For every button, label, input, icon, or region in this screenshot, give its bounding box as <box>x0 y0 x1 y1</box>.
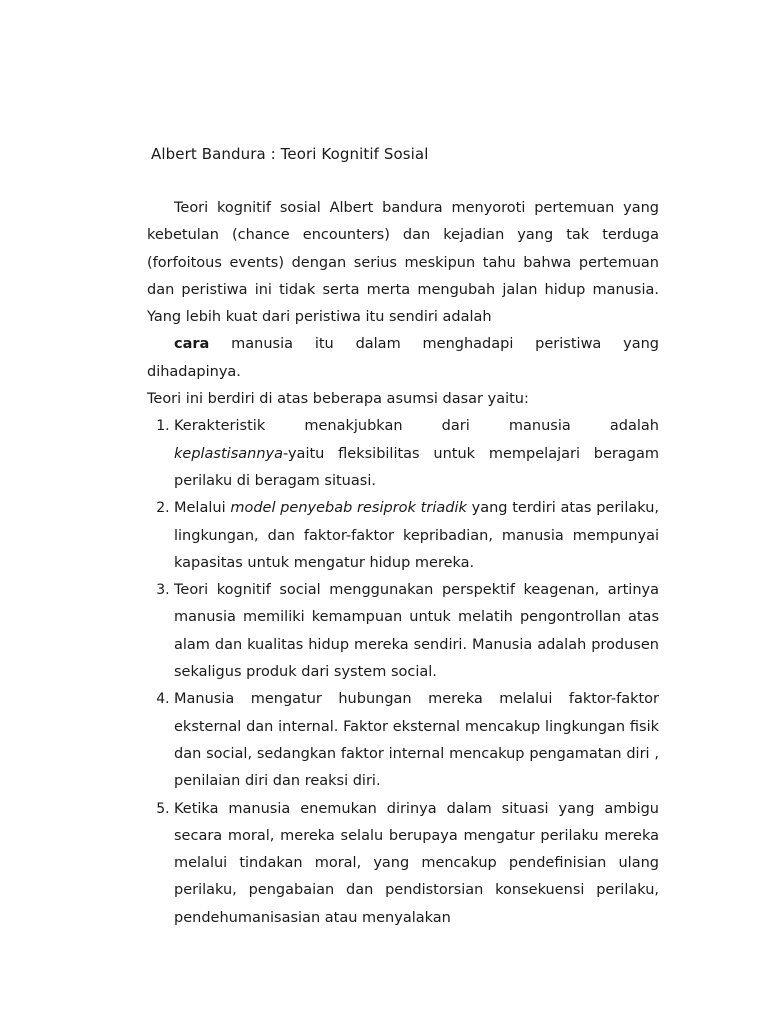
lead-in-sentence: Teori ini berdiri di atas beberapa asumsi dasar yaitu: <box>147 391 529 408</box>
intro-paragraph <box>147 195 659 386</box>
item-4-text: Manusia mengatur hubungan mereka melalui faktor-faktor eksternal dan internal. Faktor eksternal mencakup lingkungan fisik dan social, sedangkan faktor internal mencakup pengamatan diri , penilaian diri dan reaksi diri. <box>174 691 659 790</box>
intro-bold-word: cara <box>174 336 210 353</box>
document-title: Albert Bandura : Teori Kognitif Sosial <box>151 145 429 163</box>
item-3-text: Teori kognitif social menggunakan perspektif keagenan, artinya manusia memiliki kemampuan untuk melatih pengontrollan atas alam dan kualitas hidup mereka sendiri. Manusia adalah produsen sekaligus produk dari system social. <box>174 582 659 681</box>
document-body <box>147 195 659 932</box>
item-1-text: 1. Kerakteristik menakjubkan dari manusia adalah <box>174 418 659 435</box>
intro-text: Teori kognitif sosial Albert bandura menyoroti pertemuan yang kebetulan (chance encounters) dan kejadian yang tak terduga (forfoitous events) dengan serius meskipun tahu bahwa pertemuan dan peristiwa ini tidak serta merta mengubah jalan hidup manusia. Yang lebih kuat dari peristiwa itu sendiri adalah <box>147 200 659 326</box>
item-1-italic: keplastisannya <box>174 445 283 462</box>
list-item <box>174 686 659 795</box>
assumption-list <box>147 413 659 932</box>
item-5-text: Ketika manusia enemukan dirinya dalam situasi yang ambigu secara moral, mereka selalu berupaya mengatur perilaku mereka melalui tindakan moral, yang mencakup pendefinisian ulang perilaku, pengabaian dan pendistorsian konsekuensi perilaku, pendehumanisasian atau menyalakan <box>174 800 659 926</box>
intro-text-continued: manusia itu dalam menghadapi peristiwa yang <box>231 336 659 353</box>
item-1-rest: -yaitu fleksibilitas untuk mempelajari beragam perilaku di beragam situasi. <box>174 445 659 489</box>
list-item <box>174 413 659 495</box>
list-item <box>174 577 659 686</box>
list-item <box>174 796 659 932</box>
item-2-pre: Melalui <box>174 500 226 517</box>
item-2-rest: yang terdiri atas perilaku, lingkungan, dan faktor-faktor kepribadian, manusia mempunyai kapasitas untuk mengatur hidup mereka. <box>174 500 659 571</box>
intro-justified-line <box>147 331 659 358</box>
item-2-italic: model penyebab resiprok triadik <box>230 500 467 517</box>
intro-text-end: dihadapinya. <box>147 363 241 380</box>
list-item <box>174 495 659 577</box>
